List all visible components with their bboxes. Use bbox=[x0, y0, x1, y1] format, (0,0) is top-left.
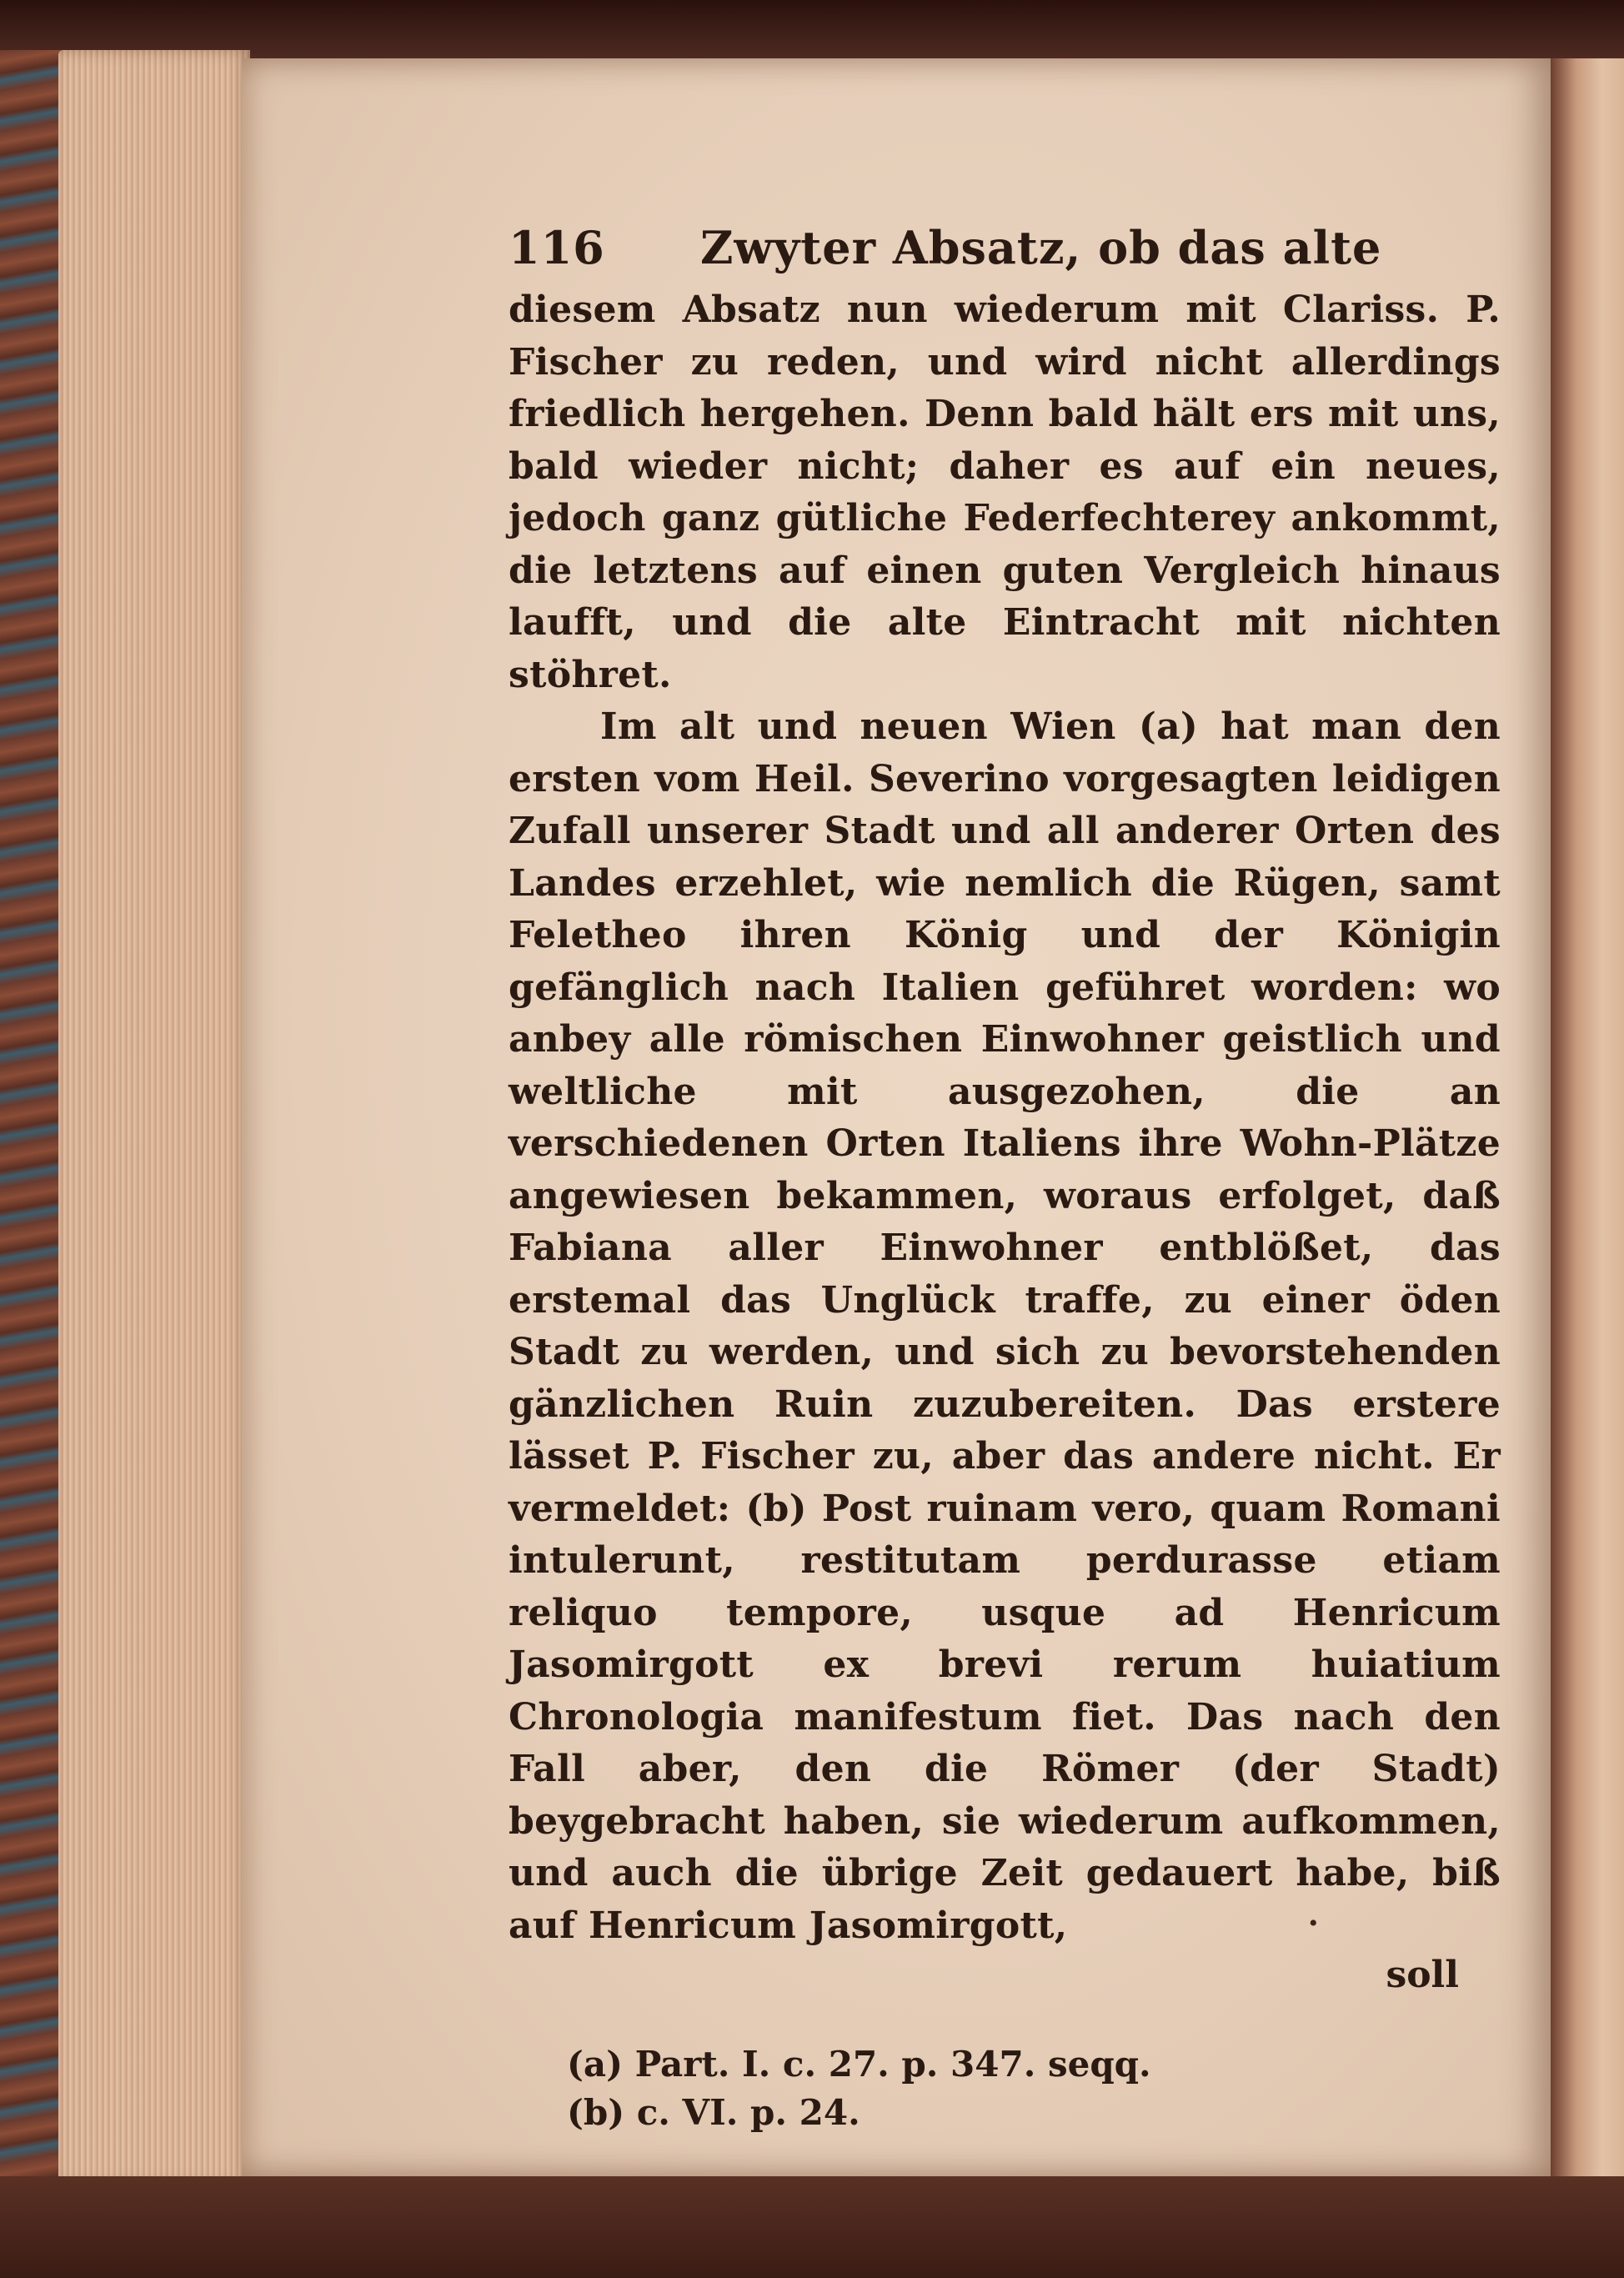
footnotes bbox=[567, 2040, 1501, 2137]
catchword: soll bbox=[1386, 1954, 1459, 1996]
body-text bbox=[509, 284, 1501, 1952]
page-text-block bbox=[509, 221, 1501, 2137]
ink-speck: • bbox=[1309, 1909, 1318, 1937]
footnote-a: (a) Part. I. c. 27. p. 347. seqq. bbox=[567, 2044, 1151, 2085]
running-head-title: Zwyter Absatz, ob das alte bbox=[700, 221, 1382, 274]
page-number: 116 bbox=[509, 221, 605, 274]
paragraph-2: Im alt und neuen Wien (a) hat man den ersten vom Heil. Severino vorgesagten leidigen Zufall unserer Stadt und all anderer Orten des Landes erzehlet, wie nemlich die Rügen, samt Feletheo ihren König und der Königin gefänglich nach Italien geführet worden: wo anbey alle römischen Einwohner geistlich und weltliche mit ausgezohen, die an verschiedenen Orten Italiens ihre Wohn-Plätze angewiesen bekammen, woraus erfolget, daß Fabiana aller Einwohner entblößet, das erstemal das Unglück traffe, zu einer öden Stadt zu werden, und sich zu bevorstehenden gänzlichen Ruin zuzubereiten. Das erstere lässet P. Fischer zu, aber das andere nicht. Er vermeldet: (b) Post ruinam vero, quam Romani intulerunt, restitutam perdurasse etiam reliquo tempore, usque ad Henricum Jasomirgott ex brevi rerum huiatium Chronologia manifestum fiet. Das nach den Fall aber, den die Römer (der Stadt) beygebracht haben, sie wiederum aufkommen, und auch die übrige Zeit gedauert habe, biß auf Henricum Jasomirgott, bbox=[509, 705, 1501, 1947]
book-gutter bbox=[1551, 58, 1624, 2176]
paragraph-1: diesem Absatz nun wiederum mit Clariss. P. Fischer zu reden, und wird nicht allerdings friedlich hergehen. Denn bald hält ers mit uns, bald wieder nicht; daher es auf ein neues, jedoch ganz gütliche Federfechterey ankommt, die letztens auf einen guten Vergleich hinaus laufft, und die alte Eintracht mit nichten stöhret. bbox=[509, 289, 1501, 696]
page-edges bbox=[58, 50, 250, 2185]
book-cover-bottom bbox=[0, 2176, 1624, 2278]
footnote-b: (b) c. VI. p. 24. bbox=[567, 2092, 860, 2133]
running-head bbox=[509, 221, 1501, 274]
